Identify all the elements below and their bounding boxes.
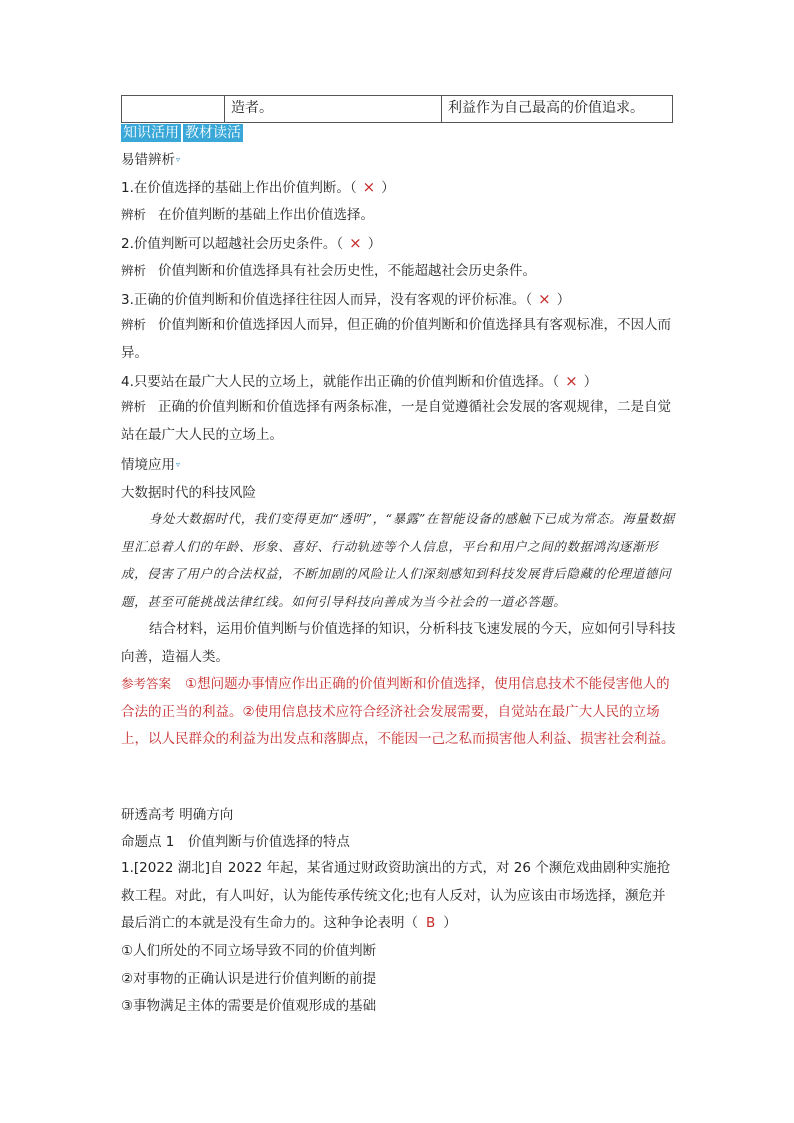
section-heading-errors: 易错辨析▿ — [121, 152, 181, 168]
cross-mark: × — [362, 178, 376, 196]
error-item-4: 4.只要站在最广大人民的立场上，就能作出正确的价值判断和价值选择。（ × ） — [121, 372, 598, 390]
proposition-point: 命题点 1 价值判断与价值选择的特点 — [121, 834, 350, 850]
answer-letter: B — [426, 915, 436, 931]
section-heading-scenario: 情境应用▿ — [121, 457, 181, 473]
triangle-icon: ▿ — [176, 155, 181, 164]
cross-mark: × — [565, 372, 578, 390]
option-1: ①人们所处的不同立场导致不同的价值判断 — [121, 943, 377, 959]
tag-knowledge: 知识活用 — [123, 125, 179, 141]
analysis-1: 辨析 在价值判断的基础上作出价值选择。 — [121, 207, 375, 223]
scenario-title: 大数据时代的科技风险 — [121, 485, 256, 501]
cross-mark: × — [349, 234, 362, 252]
error-item-1: 1.在价值选择的基础上作出价值判断。（ × ） — [121, 178, 395, 196]
section-heading-exam: 研透高考 明确方向 — [121, 807, 234, 823]
table-cell-1 — [122, 96, 225, 122]
analysis-3: 辨析 价值判断和价值选择因人而异，但正确的价值判断和价值选择具有客观标准，不因人而异。 — [121, 317, 672, 361]
cross-mark: × — [538, 290, 551, 308]
table-row — [121, 95, 673, 123]
scenario-material: 身处大数据时代，我们变得更加“透明”，“暴露”在智能设备的感触下已成为常态。海量数据里汇总着人们的年龄、形象、喜好、行动轨迹等个人信息，平台和用户之间的数据鸿沟逐渐形成，侵害了用户的合法权益，不断加剧的风险让人们深刻感知到科技发展背后隐藏的伦理道德问题，甚至可能挑战法律红线。如何引导科技向善成为当今社会的一道必答题。 — [121, 511, 675, 609]
table-cell-2: 造者。 — [225, 96, 442, 122]
question-1: 1.[2022 湖北]自 2022 年起，某省通过财政资助演出的方式，对 26 个濒危戏曲剧种实施抢救工程。对此，有人叫好，认为能传承传统文化;也有人反对，认为应该由市场选择，濒危并最后消亡的本就是没有生命力的。这种争论表明（ B ） — [121, 860, 671, 931]
scenario-question: 结合材料，运用价值判断与价值选择的知识，分析科技飞速发展的今天，应如何引导科技向善，造福人类。 — [121, 621, 676, 665]
analysis-4: 辨析 正确的价值判断和价值选择有两条标准，一是自觉遵循社会发展的客观规律，二是自觉站在最广大人民的立场上。 — [121, 399, 672, 443]
triangle-icon: ▿ — [176, 460, 181, 469]
analysis-2: 辨析 价值判断和价值选择具有社会历史性，不能超越社会历史条件。 — [121, 263, 537, 279]
option-2: ②对事物的正确认识是进行价值判断的前提 — [121, 971, 377, 987]
section-tags — [121, 124, 243, 142]
option-3: ③事物满足主体的需要是价值观形成的基础 — [121, 998, 377, 1014]
reference-answer: 参考答案 ①想问题办事情应作出正确的价值判断和价值选择，使用信息技术不能侵害他人的合法的正当的利益。②使用信息技术应符合经济社会发展需要，自觉站在最广大人民的立场上，以人民群众的利益为出发点和落脚点，不能因一己之私而损害他人利益、损害社会利益。 — [121, 676, 675, 747]
error-item-2: 2.价值判断可以超越社会历史条件。（ × ） — [121, 234, 382, 252]
tag-textbook: 教材读活 — [185, 125, 241, 141]
error-item-3: 3.正确的价值判断和价值选择往往因人而异，没有客观的评价标准。（ × ） — [121, 290, 571, 308]
table-cell-3: 利益作为自己最高的价值追求。 — [448, 100, 644, 116]
